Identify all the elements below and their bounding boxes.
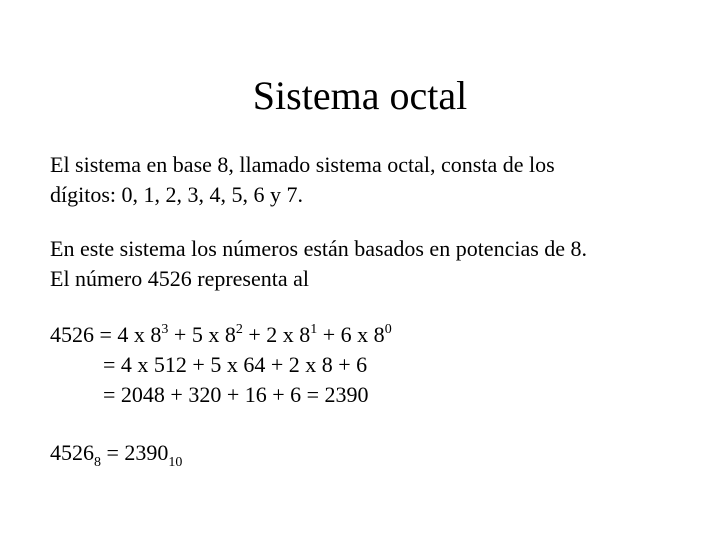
- result-line: [50, 438, 690, 468]
- paragraph-line: dígitos: 0, 1, 2, 3, 4, 5, 6 y 7.: [50, 182, 304, 207]
- expansion-line-powers: [50, 320, 690, 350]
- expansion-term: + 5 x 8: [168, 322, 236, 347]
- paragraph-line: El número 4526 representa al: [50, 266, 310, 291]
- paragraph-octal-definition: [50, 150, 690, 210]
- exponent: 3: [161, 322, 169, 337]
- positional-expansion: [50, 320, 690, 410]
- octal-base: 8: [94, 455, 101, 470]
- octal-number: 4526: [50, 440, 94, 465]
- expansion-line-sum: = 2048 + 320 + 16 + 6 = 2390: [103, 382, 369, 407]
- equals-sign: =: [101, 440, 125, 465]
- paragraph-line: El sistema en base 8, llamado sistema octal, consta de los: [50, 152, 555, 177]
- exponent: 1: [310, 322, 318, 337]
- exponent: 2: [235, 322, 243, 337]
- slide-title: Sistema octal: [252, 73, 468, 118]
- expansion-line-values: = 4 x 512 + 5 x 64 + 2 x 8 + 6: [103, 352, 368, 377]
- paragraph-powers-of-eight: [50, 234, 690, 294]
- expansion-term: + 2 x 8: [242, 322, 311, 347]
- exponent: 0: [384, 322, 392, 337]
- decimal-number: 2390: [124, 440, 169, 465]
- expansion-lead: 4526 = 4 x 8: [50, 322, 162, 347]
- conversion-result: [50, 438, 690, 468]
- expansion-term: + 6 x 8: [317, 322, 385, 347]
- paragraph-line: En este sistema los números están basados en potencias de 8.: [50, 236, 588, 261]
- decimal-base: 10: [168, 455, 183, 470]
